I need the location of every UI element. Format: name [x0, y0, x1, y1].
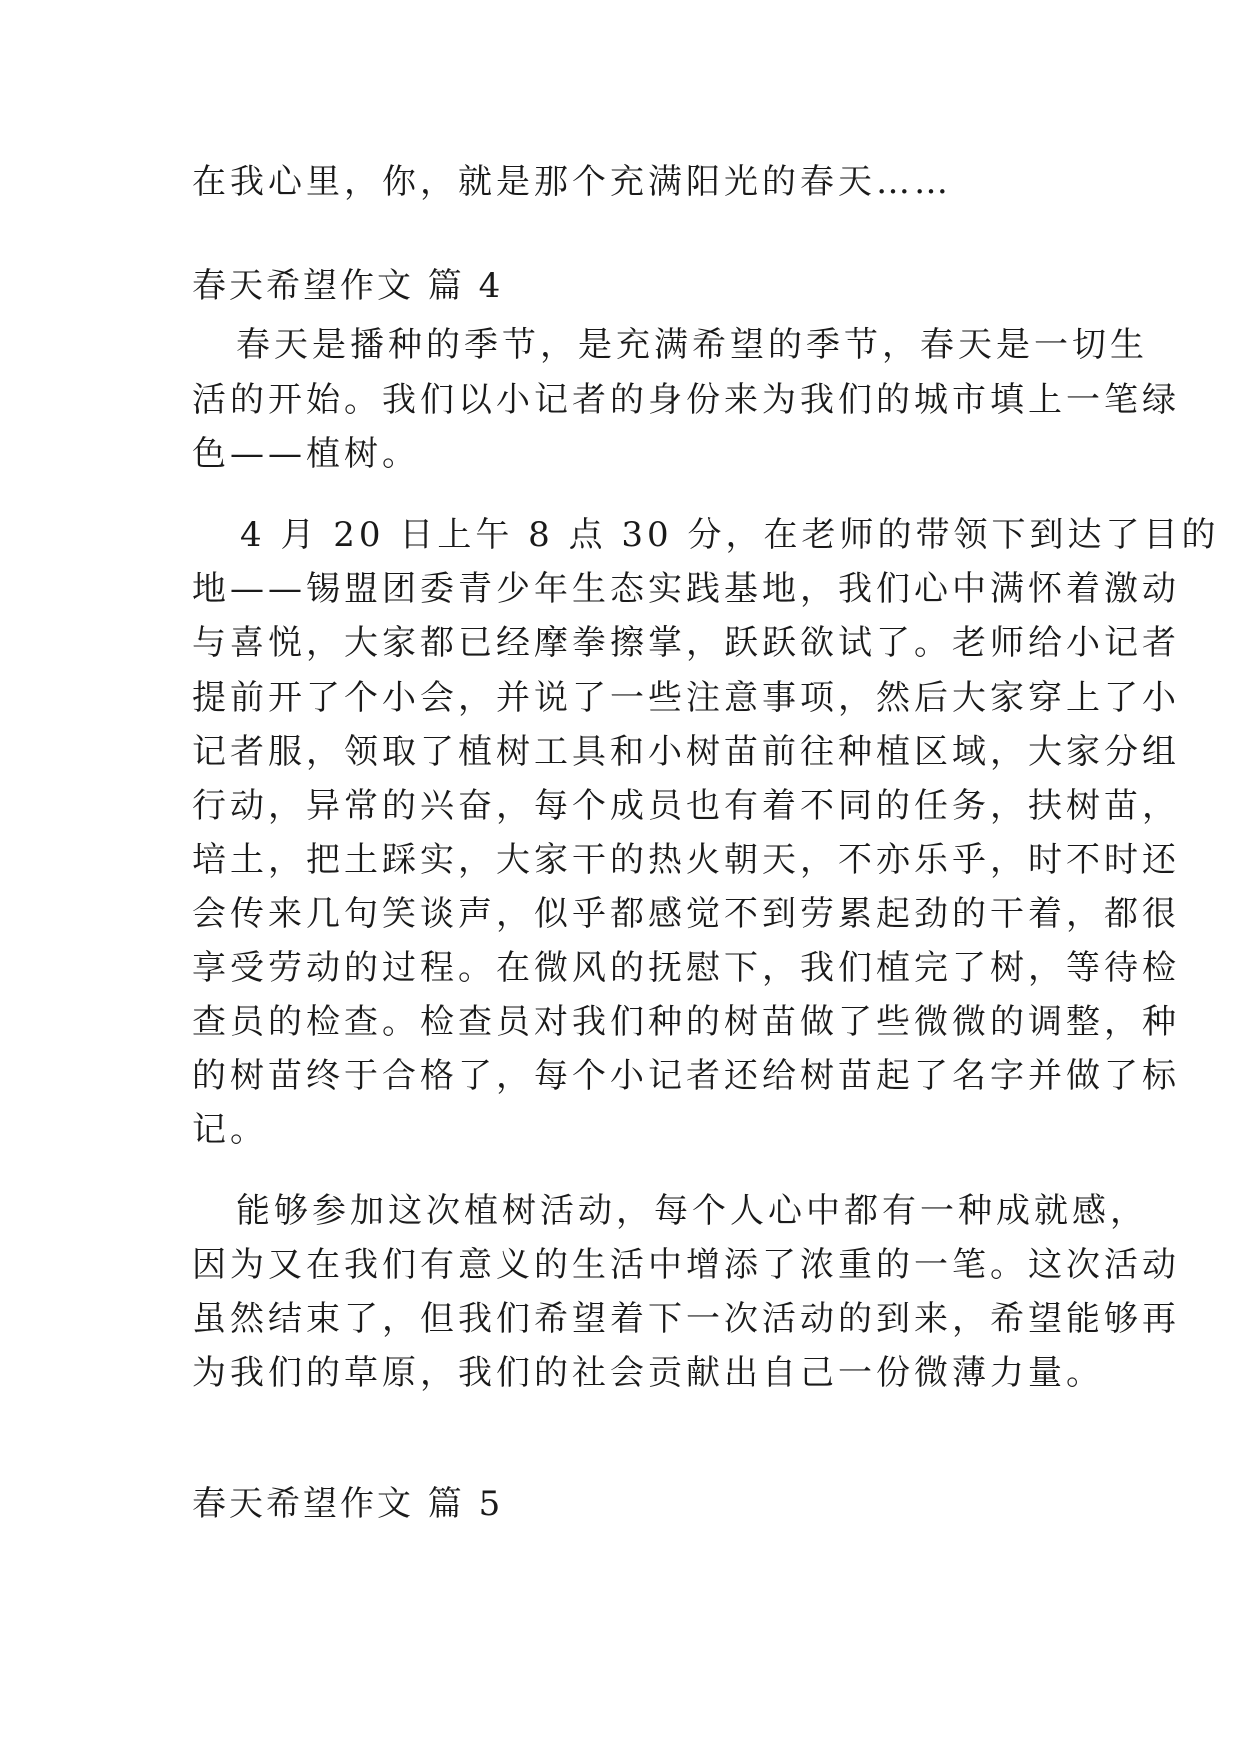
- paragraph-line: 行动，异常的兴奋，每个成员也有着不同的任务，扶树苗，: [192, 786, 1180, 826]
- paragraph-line: 享受劳动的过程。在微风的抚慰下，我们植完了树，等待检: [192, 948, 1180, 988]
- section-5-heading: 春天希望作文 篇 5: [192, 1484, 504, 1524]
- paragraph-line: 4 月 20 日上午 8 点 30 分，在老师的带领下到达了目的: [240, 515, 1220, 555]
- opening-line: 在我心里，你，就是那个充满阳光的春天……: [192, 162, 952, 202]
- paragraph-line: 为我们的草原，我们的社会贡献出自己一份微薄力量。: [192, 1353, 1104, 1393]
- paragraph-line: 记。: [192, 1110, 268, 1150]
- paragraph-line: 春天是播种的季节，是充满希望的季节，春天是一切生: [236, 325, 1148, 365]
- paragraph-line: 虽然结束了，但我们希望着下一次活动的到来，希望能够再: [192, 1299, 1180, 1339]
- paragraph-line: 因为又在我们有意义的生活中增添了浓重的一笔。这次活动: [192, 1245, 1180, 1285]
- paragraph-line: 提前开了个小会，并说了一些注意事项，然后大家穿上了小: [192, 678, 1180, 718]
- paragraph-line: 能够参加这次植树活动，每个人心中都有一种成就感，: [236, 1191, 1148, 1231]
- paragraph-line: 培土，把土踩实，大家干的热火朝天，不亦乐乎，时不时还: [192, 840, 1180, 880]
- paragraph-line: 会传来几句笑谈声，似乎都感觉不到劳累起劲的干着，都很: [192, 894, 1180, 934]
- paragraph-line: 活的开始。我们以小记者的身份来为我们的城市填上一笔绿: [192, 380, 1180, 420]
- paragraph-line: 色——植树。: [192, 434, 420, 474]
- paragraph-line: 的树苗终于合格了，每个小记者还给树苗起了名字并做了标: [192, 1056, 1180, 1096]
- paragraph-line: 查员的检查。检查员对我们种的树苗做了些微微的调整，种: [192, 1002, 1180, 1042]
- section-4-heading: 春天希望作文 篇 4: [192, 266, 504, 306]
- paragraph-line: 地——锡盟团委青少年生态实践基地，我们心中满怀着激动: [192, 569, 1180, 609]
- paragraph-line: 与喜悦，大家都已经摩拳擦掌，跃跃欲试了。老师给小记者: [192, 623, 1180, 663]
- paragraph-line: 记者服，领取了植树工具和小树苗前往种植区域，大家分组: [192, 732, 1180, 772]
